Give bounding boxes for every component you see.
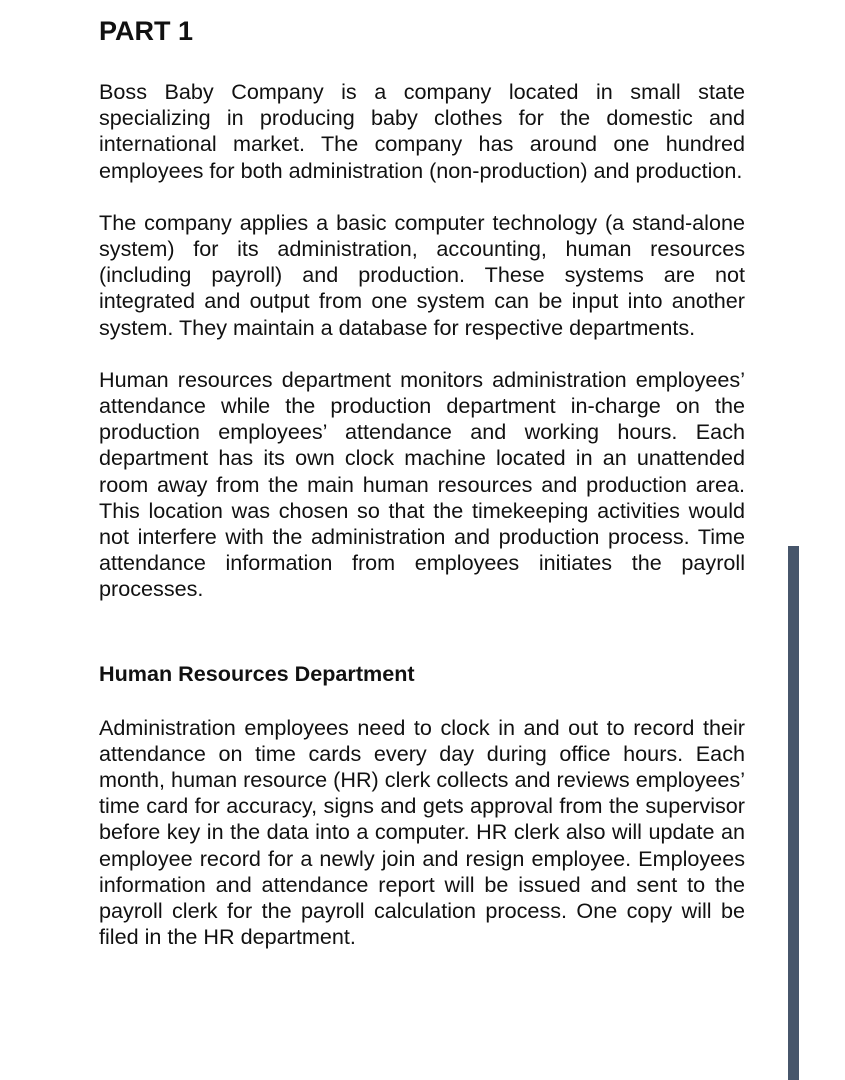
section-heading: Human Resources Department [99, 660, 415, 686]
intro-paragraph: Boss Baby Company is a company located in small state specializing in producing baby clothes for the domestic and international market. The company has around one hundred employees for both administration (non-production) and production. [99, 79, 745, 183]
technology-paragraph: The company applies a basic computer technology (a stand-alone system) for its administration, accounting, human resources (including payroll) and production. These systems are not integrated and output from one system can be input into another system. They maintain a database for respective departments. [99, 209, 745, 340]
attendance-paragraph: Human resources department monitors administration employees’ attendance while the production department in-charge on the production employees’ attendance and working hours. Each department has its own clock machine located in an unattended room away from the main human resources and production area. This location was chosen so that the timekeeping activities would not interfere with the administration and production process. Time attendance information from employees initiates the payroll processes. [99, 366, 745, 602]
scrollbar[interactable] [788, 546, 799, 1080]
document-page [99, 14, 745, 976]
part-title: PART 1 [99, 16, 194, 46]
hr-department-paragraph: Administration employees need to clock in and out to record their attendance on time cards every day during office hours. Each month, human resource (HR) clerk collects and reviews employees’ time card for accuracy, signs and gets approval from the supervisor before key in the data into a computer. HR clerk also will update an employee record for a newly join and resign employee. Employees information and attendance report will be issued and sent to the payroll clerk for the payroll calculation process. One copy will be filed in the HR department. [99, 714, 745, 950]
